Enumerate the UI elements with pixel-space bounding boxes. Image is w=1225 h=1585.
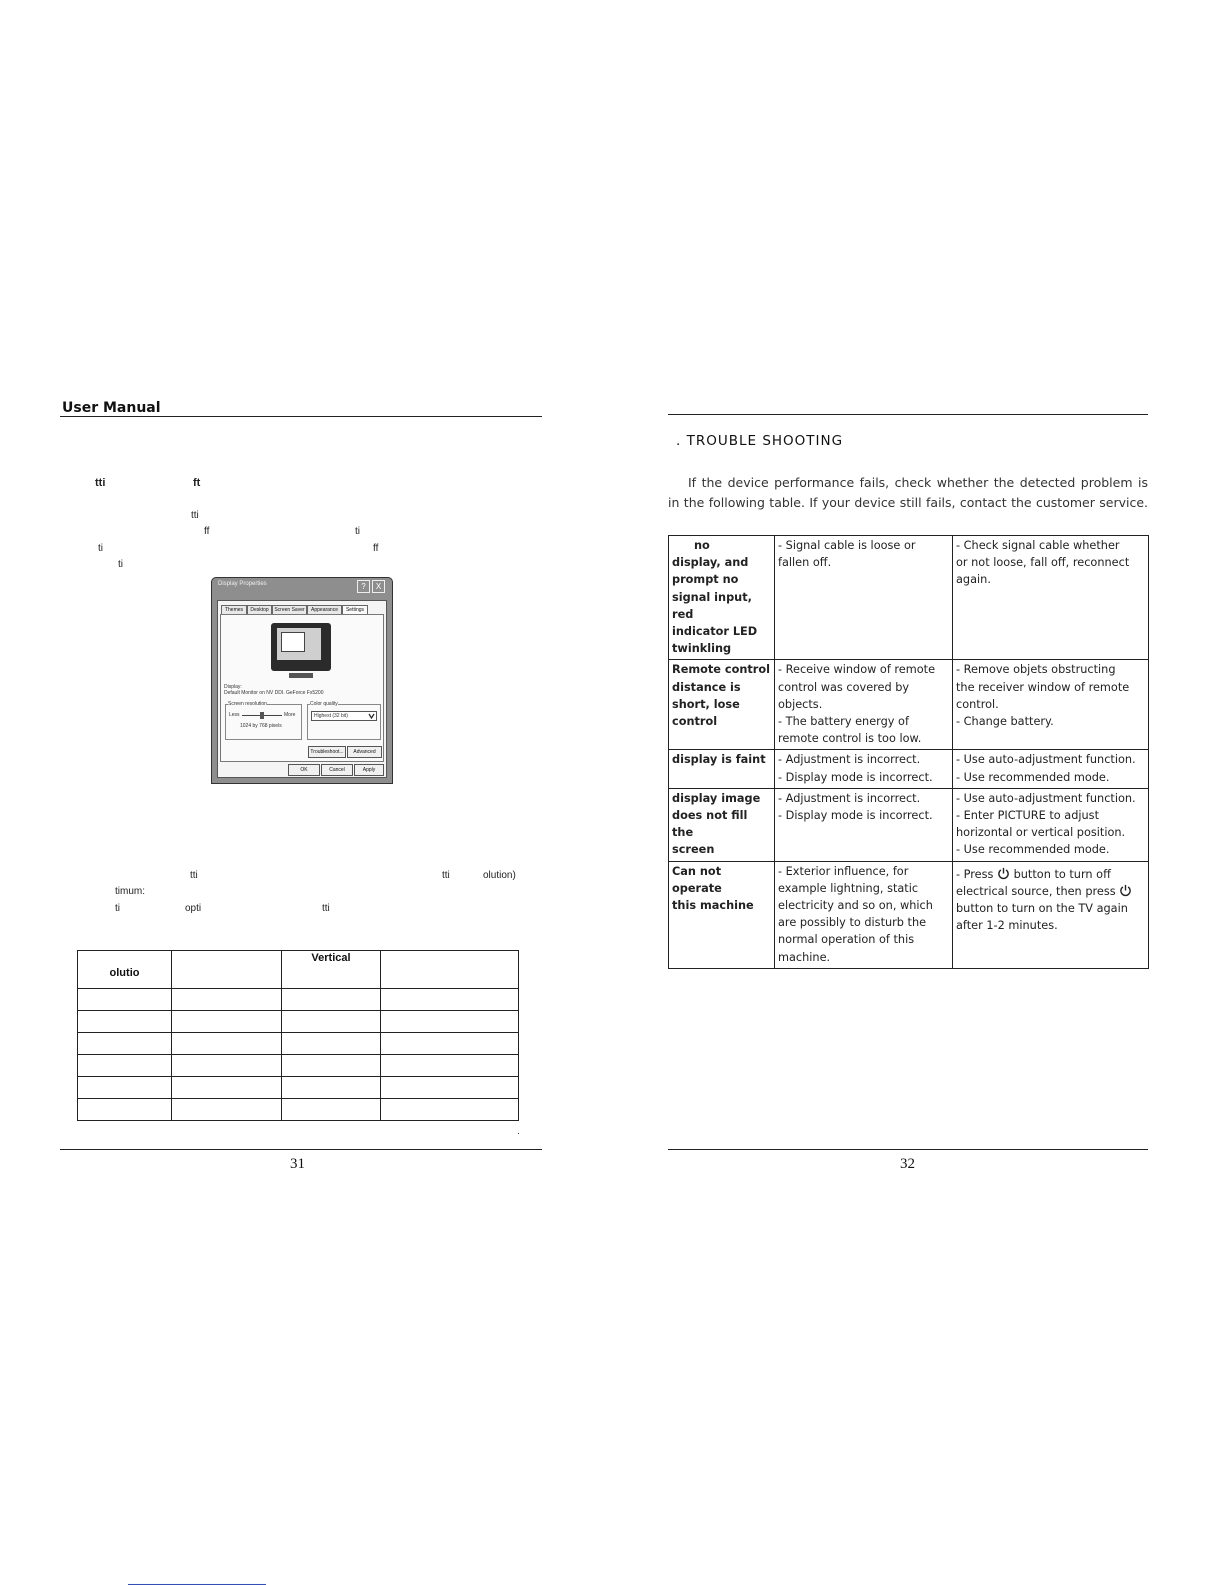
resolution-group-label: Screen resolution: [228, 701, 267, 707]
text-fragment: ff: [373, 543, 379, 554]
problem-cell-line: Can not operate: [672, 864, 722, 895]
solution-cell-line: [956, 866, 1145, 883]
text-fragment: tti: [95, 477, 106, 489]
close-icon: X: [372, 580, 385, 593]
solution-cell-line: - Use auto-adjustment function.: [956, 791, 1136, 805]
problem-cell-line: indicator LED: [672, 625, 758, 639]
cause-cell-line: machine.: [778, 950, 831, 964]
solution-cell-line: control.: [956, 697, 999, 711]
table-row: [78, 1055, 519, 1077]
header-cell-resolution: olutio: [78, 951, 172, 989]
cause-cell-line: - Display mode is incorrect.: [778, 770, 933, 784]
text-fragment: ti: [115, 903, 120, 914]
table-row: [78, 1077, 519, 1099]
header-cell: [381, 951, 519, 989]
solution-cell-line: or not loose, fall off, reconnect: [956, 556, 1130, 570]
solution-cell-line: - Use recommended mode.: [956, 843, 1110, 857]
text-fragment: ti: [98, 543, 103, 554]
solution-text: button to turn off: [1013, 867, 1111, 881]
table-row: [669, 536, 1149, 660]
header-rule: [60, 416, 542, 417]
text-fragment: olution): [483, 870, 516, 881]
dialog-body: [217, 600, 387, 778]
less-label: Less: [229, 712, 240, 718]
problem-cell-line: prompt no: [672, 573, 739, 587]
table-row: [78, 1033, 519, 1055]
cause-cell: [775, 750, 953, 788]
cause-cell-line: - The battery energy of: [778, 715, 909, 729]
text-fragment: ff: [204, 526, 210, 537]
problem-cell-line: short, lose: [672, 697, 740, 711]
cause-cell: [775, 788, 953, 861]
table-row: [669, 861, 1149, 968]
solution-cell-line: button to turn on the TV again: [956, 902, 1128, 916]
solution-text: electrical source, then press: [956, 884, 1116, 898]
page-number: 31: [290, 1156, 305, 1172]
cause-cell: [775, 861, 953, 968]
header-cell-vertical: Vertical: [282, 951, 381, 989]
resolution-table: [77, 950, 519, 1121]
help-icon: ?: [357, 580, 370, 593]
resolution-group: [225, 701, 302, 740]
problem-cell: [669, 750, 775, 788]
color-quality-group: [307, 701, 381, 740]
window-icon: [281, 632, 305, 652]
problem-cell-line: no: [694, 539, 710, 552]
monitor-stand: [289, 673, 313, 678]
dialog-title: Display Properties: [218, 581, 267, 587]
display-value: Default Monitor on NV DDI. GeForce Fx5200: [224, 690, 324, 696]
problem-cell-line: twinkling: [672, 642, 732, 656]
text-fragment: tti: [190, 870, 198, 881]
problem-cell-line: display, and: [672, 556, 749, 570]
solution-cell-line: [956, 883, 1145, 900]
cause-cell-line: normal operation of this: [778, 933, 915, 947]
intro-line: If the device performance fails, check whether the detected problem is: [688, 475, 1148, 490]
section-title: . TROUBLE SHOOTING: [676, 433, 844, 449]
problem-cell-line: control: [672, 715, 718, 729]
solution-cell: [953, 750, 1149, 788]
tab-appearance: Appearance: [307, 605, 342, 615]
power-icon: [997, 867, 1010, 880]
footer-rule: [60, 1149, 542, 1150]
solution-cell: [953, 861, 1149, 968]
settings-pane: [220, 614, 384, 762]
problem-cell-line: signal input, red: [672, 590, 752, 621]
cause-cell-line: control was covered by: [778, 680, 910, 694]
color-quality-value: Highest (32 bit): [314, 713, 348, 719]
solution-cell-line: the receiver window of remote: [956, 680, 1130, 694]
problem-cell-line: this machine: [672, 899, 754, 913]
problem-cell-line: Remote control: [672, 663, 770, 677]
troubleshoot-button: Troubleshoot...: [308, 746, 346, 758]
ok-button: OK: [288, 764, 320, 776]
text-fragment: .: [517, 1126, 520, 1137]
resolution-value: 1024 by 768 pixels: [240, 723, 282, 729]
cause-cell-line: fallen off.: [778, 556, 832, 570]
text-fragment: tti: [442, 870, 450, 881]
solution-cell: [953, 788, 1149, 861]
table-row: [669, 750, 1149, 788]
cause-cell-line: - Display mode is incorrect.: [778, 809, 933, 823]
table-row: [669, 660, 1149, 750]
cause-cell-line: example lightning, static: [778, 881, 919, 895]
page-header-title: User Manual: [62, 400, 161, 416]
problem-cell-line: display image: [672, 791, 761, 805]
text-fragment: opti: [185, 903, 202, 914]
color-quality-label: Color quality: [310, 701, 338, 707]
tab-desktop: Desktop: [247, 605, 272, 615]
solution-cell-line: - Use recommended mode.: [956, 770, 1110, 784]
page-number: 32: [900, 1156, 915, 1172]
cause-cell-line: - Adjustment is incorrect.: [778, 753, 921, 767]
problem-cell-line: does not fill the: [672, 809, 748, 840]
monitor-screen: [277, 628, 321, 660]
chevron-down-icon: [368, 713, 375, 719]
problem-cell: [669, 536, 775, 660]
text-fragment: tti: [191, 510, 199, 521]
table-row: [669, 788, 1149, 861]
tab-screen-saver: Screen Saver: [272, 605, 307, 615]
cause-cell-line: objects.: [778, 697, 823, 711]
solution-cell-line: - Change battery.: [956, 715, 1054, 729]
problem-cell-line: display is faint: [672, 753, 766, 767]
solution-cell-line: again.: [956, 573, 991, 587]
header-rule: [668, 414, 1148, 415]
table-header-row: [78, 951, 519, 989]
troubleshooting-table: [668, 535, 1149, 969]
apply-button: Apply: [354, 764, 384, 776]
solution-cell-line: - Use auto-adjustment function.: [956, 753, 1136, 767]
solution-cell-line: - Enter PICTURE to adjust: [956, 809, 1099, 823]
problem-cell: [669, 861, 775, 968]
solution-text: - Press: [956, 867, 994, 881]
table-row: [78, 1011, 519, 1033]
solution-cell-line: - Check signal cable whether: [956, 539, 1120, 552]
text-fragment: tti: [322, 903, 330, 914]
problem-cell: [669, 660, 775, 750]
cause-cell: [775, 660, 953, 750]
text-fragment: ti: [355, 526, 360, 537]
power-icon: [1119, 884, 1132, 897]
solution-cell-line: - Remove objets obstructing: [956, 663, 1116, 677]
cancel-button: Cancel: [321, 764, 353, 776]
cause-cell-line: - Exterior influence, for: [778, 864, 909, 878]
tab-themes: Themes: [221, 605, 247, 615]
intro-line: in the following table. If your device still fails, contact the customer service.: [668, 495, 1148, 510]
advanced-button: Advanced: [347, 746, 382, 758]
color-quality-select: [311, 711, 377, 721]
cause-cell: [775, 536, 953, 660]
resolution-slider-thumb: [260, 712, 264, 719]
monitor-icon: [271, 623, 331, 671]
cause-cell-line: - Receive window of remote: [778, 663, 936, 677]
problem-cell-line: screen: [672, 843, 715, 857]
table-row: [78, 989, 519, 1011]
solution-cell-line: horizontal or vertical position.: [956, 826, 1126, 840]
cause-cell-line: - Adjustment is incorrect.: [778, 791, 921, 805]
problem-cell: [669, 788, 775, 861]
footer-rule: [668, 1149, 1148, 1150]
problem-cell-line: distance is: [672, 680, 741, 694]
text-fragment: timum:: [115, 886, 145, 897]
solution-cell: [953, 660, 1149, 750]
tab-settings: Settings: [342, 605, 368, 615]
cause-cell-line: electricity and so on, which: [778, 899, 933, 913]
cause-cell-line: are possibly to disturb the: [778, 916, 927, 930]
more-label: More: [284, 712, 296, 718]
cause-cell-line: remote control is too low.: [778, 732, 922, 746]
display-properties-screenshot: [211, 577, 393, 784]
text-fragment: ti: [118, 559, 123, 570]
table-row: [78, 1099, 519, 1121]
cause-cell-line: - Signal cable is loose or: [778, 539, 916, 552]
text-fragment: ft: [193, 477, 201, 489]
display-label: Display:: [224, 684, 242, 690]
header-cell: [172, 951, 282, 989]
solution-cell-line: after 1-2 minutes.: [956, 919, 1058, 933]
solution-cell: [953, 536, 1149, 660]
